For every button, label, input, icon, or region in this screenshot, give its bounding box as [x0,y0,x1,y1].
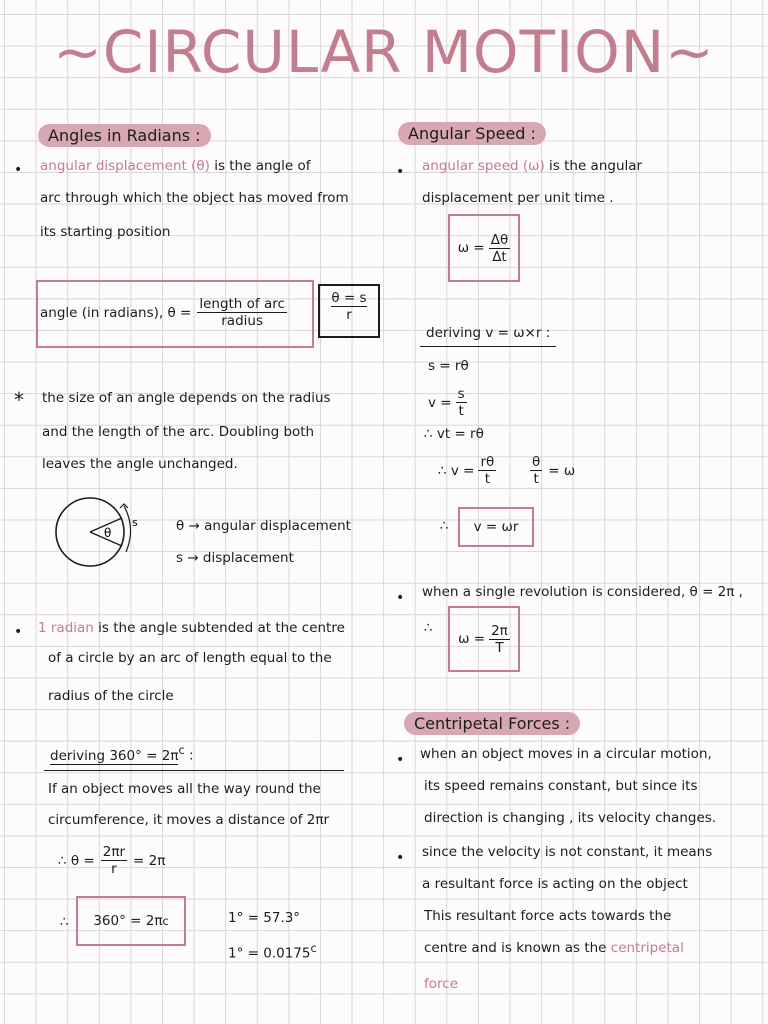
bullet: • [396,590,405,606]
c2-line4-text: centre and is known as the [424,940,607,956]
omega-formula-box [448,214,520,282]
legend-theta: θ → angular displacement [176,518,351,534]
deriv-line2: circumference, it moves a distance of 2πr [48,812,330,828]
deriving-underline [44,770,344,771]
eq2-fraction [456,386,467,419]
angular-displacement-term: angular displacement (θ) [40,158,210,174]
bracket-numerator: θ = s [331,290,367,306]
bracket-denominator: r [346,307,352,323]
legend-s: s → displacement [176,550,294,566]
result-360-box [76,896,186,946]
angular-displacement-line1 [40,158,310,174]
page-title: ~CIRCULAR MOTION~ [53,18,715,86]
deriv-therefore: ∴ θ = [58,852,95,869]
speed-line1 [422,158,642,174]
eq2-denominator: t [458,403,464,419]
c1-line3: direction is changing , its velocity changes. [424,810,717,826]
radian-term: 1 radian [38,620,94,636]
conversion-2-sup: c [310,942,317,955]
angle-formula-label: angle (in radians), θ = [40,304,192,321]
diagram-theta-label: θ [104,526,112,540]
eq-theta-t-omega [530,454,575,487]
angle-formula-fraction [197,296,287,329]
eq4-fraction [478,454,496,487]
eq4-denominator: t [484,471,491,487]
eq2-lhs: v = [428,394,452,411]
c2-line1: since the velocity is not constant, it means [422,844,713,860]
deriving-360-text: deriving 360° = 2π [50,747,179,764]
conversion-1: 1° = 57.3° [228,910,301,926]
radian-line3: radius of the circle [48,688,174,704]
conversion-2 [228,942,317,962]
bullet: • [396,752,405,768]
angle-formula-denominator: radius [221,313,263,329]
eq4b-numerator: θ [532,454,541,470]
angular-displacement-line3: its starting position [40,224,171,240]
diagram-s-label: s [132,516,138,529]
eq4-lhs: ∴ v = [438,462,475,479]
speed-term: angular speed (ω) [422,158,545,174]
circle-diagram [50,494,150,574]
radian-line1 [38,620,345,636]
heading-angles-in-radians: Angles in Radians : [38,124,211,147]
angle-formula-numerator: length of arc [199,296,285,312]
eq4b-rhs: = ω [548,462,576,479]
box2-prefix: ∴ [60,914,69,930]
rev-numerator: 2π [491,622,508,639]
c2-line4 [424,940,684,956]
eq-s-r-theta: s = rθ [428,358,469,374]
deriv-equals: = 2π [133,852,166,869]
omega-lhs: ω = [457,240,485,256]
rev-prefix: ∴ [424,620,433,636]
deriving-360-colon: : [188,747,194,764]
conversion-2-text: 1° = 0.0175 [228,945,311,962]
rev-lhs: ω = [458,631,486,647]
angular-displacement-rest: is the angle of [214,158,311,174]
c2-line2: a resultant force is acting on the object [422,876,688,892]
revolution-line: when a single revolution is considered, θ = 2π , [422,584,743,600]
eq2-numerator: s [457,386,465,402]
deriving-v-heading: deriving v = ω×r : [426,325,551,341]
c1-line2: its speed remains constant, but since its [424,778,698,794]
speed-rest: is the angular [549,158,643,174]
angle-formula [40,296,287,329]
omega-denominator: Δt [492,248,507,265]
radian-line2: of a circle by an arc of length equal to the [48,650,332,666]
c2-line3: This resultant force acts towards the [424,908,672,924]
omega-2pi-box [448,606,520,672]
bullet: • [396,164,405,180]
star-line3: leaves the angle unchanged. [42,456,238,472]
deriving-v-underline [420,346,556,347]
bracket-fraction [320,290,378,323]
bullet: • [14,624,23,640]
deriv-line1: If an object moves all the way round the [48,781,321,797]
heading-angular-speed: Angular Speed : [398,122,546,145]
rev-denominator: T [495,639,504,656]
deriv-numerator: 2πr [102,844,126,860]
deriv-denominator: r [111,861,117,877]
bullet: • [396,850,405,866]
eq4b-fraction [530,454,542,487]
angular-displacement-line2: arc through which the object has moved from [40,190,349,206]
heading-centripetal-forces: Centripetal Forces : [404,712,580,735]
eq4-numerator: rθ [480,454,495,470]
result-360-text: 360° = 2π [93,913,163,929]
rev-fraction [489,623,510,656]
star-line2: and the length of the arc. Doubling both [42,424,315,440]
arc-arrow [124,506,131,552]
deriving-360-sup: c [178,744,185,757]
c1-line1: when an object moves in a circular motion, [420,746,712,762]
force-term: force [424,976,458,992]
centripetal-term: centripetal [610,940,684,956]
bracket-formula [318,284,380,338]
bullet: • [14,162,23,178]
omega-fraction [489,232,511,265]
star-bullet: * [14,388,24,412]
omega-numerator: Δθ [490,231,509,248]
eq5-prefix: ∴ [440,518,449,534]
result-360-sup: c [162,914,169,928]
v-omega-r-box: v = ωr [458,507,534,547]
deriv-equation [58,844,165,877]
eq4b-denominator: t [533,471,539,487]
radian-rest: is the angle subtended at the centre [98,620,345,636]
speed-line2: displacement per unit time . [422,190,614,206]
deriving-360-heading [50,744,194,764]
eq-v-rtheta-t [438,454,496,487]
eq-v-s-t [428,386,467,419]
star-line1: the size of an angle depends on the radius [42,390,331,406]
eq-vt-r-theta: ∴ vt = rθ [424,426,484,442]
deriv-fraction [101,844,127,877]
